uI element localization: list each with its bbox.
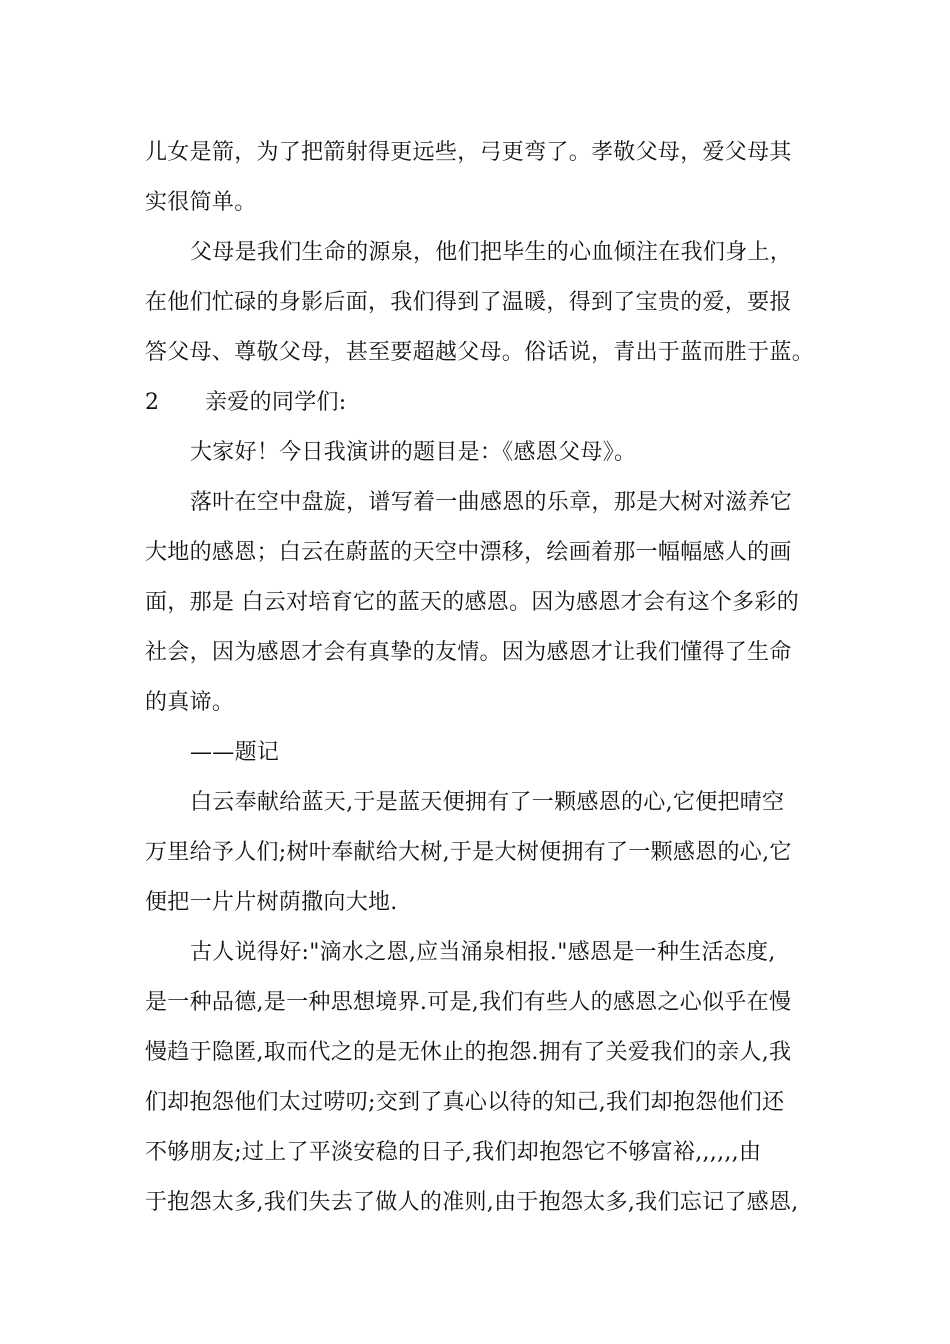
text-line: 大家好！今日我演讲的题目是：《感恩父母》。 xyxy=(190,440,637,465)
text-line: 们却抱怨他们太过唠叨;交到了真心以待的知己,我们却抱怨他们还 xyxy=(145,1090,785,1115)
text-line: 便把一片片树荫撒向大地. xyxy=(145,890,398,915)
text-line: 答父母、尊敬父母，甚至要超越父母。俗话说，青出于蓝而胜于蓝。 xyxy=(145,340,815,365)
text-line: 父母是我们生命的源泉，他们把毕生的心血倾注在我们身上， xyxy=(190,240,793,265)
text-line: 大地的感恩；白云在蔚蓝的天空中漂移，绘画着那一幅幅感人的画 xyxy=(145,540,792,565)
text-line: 慢趋于隐匿,取而代之的是无休止的抱怨.拥有了关爱我们的亲人,我 xyxy=(145,1040,792,1065)
text-line: 的真谛。 xyxy=(145,690,235,715)
section-number: 2 xyxy=(145,390,160,415)
salutation: 亲爱的同学们: xyxy=(205,390,347,415)
text-line: 古人说得好:"滴水之恩,应当涌泉相报."感恩是一种生活态度, xyxy=(190,940,776,965)
epigraph-note: ——题记 xyxy=(190,740,280,765)
text-line: 不够朋友;过上了平淡安稳的日子,我们却抱怨它不够富裕,,,,,,由 xyxy=(145,1140,762,1165)
text-line: 实很简单。 xyxy=(145,190,257,215)
text-line: 是一种品德,是一种思想境界.可是,我们有些人的感恩之心似乎在慢 xyxy=(145,990,792,1015)
text-line: 儿女是箭，为了把箭射得更远些，弓更弯了。孝敬父母，爱父母其 xyxy=(145,140,792,165)
text-line: 万里给予人们;树叶奉献给大树,于是大树便拥有了一颗感恩的心,它 xyxy=(145,840,792,865)
text-line: 社会，因为感恩才会有真挚的友情。因为感恩才让我们懂得了生命 xyxy=(145,640,792,665)
text-line: 白云奉献给蓝天,于是蓝天便拥有了一颗感恩的心,它便把晴空 xyxy=(190,790,785,815)
text-line: 于抱怨太多,我们失去了做人的准则,由于抱怨太多,我们忘记了感恩, xyxy=(145,1190,799,1215)
text-line: 落叶在空中盘旋，谱写着一曲感恩的乐章，那是大树对滋养它 xyxy=(190,490,793,515)
text-line: 面，那是 白云对培育它的蓝天的感恩。因为感恩才会有这个多彩的 xyxy=(145,590,799,615)
text-line: 在他们忙碌的身影后面，我们得到了温暖，得到了宝贵的爱，要报 xyxy=(145,290,792,315)
